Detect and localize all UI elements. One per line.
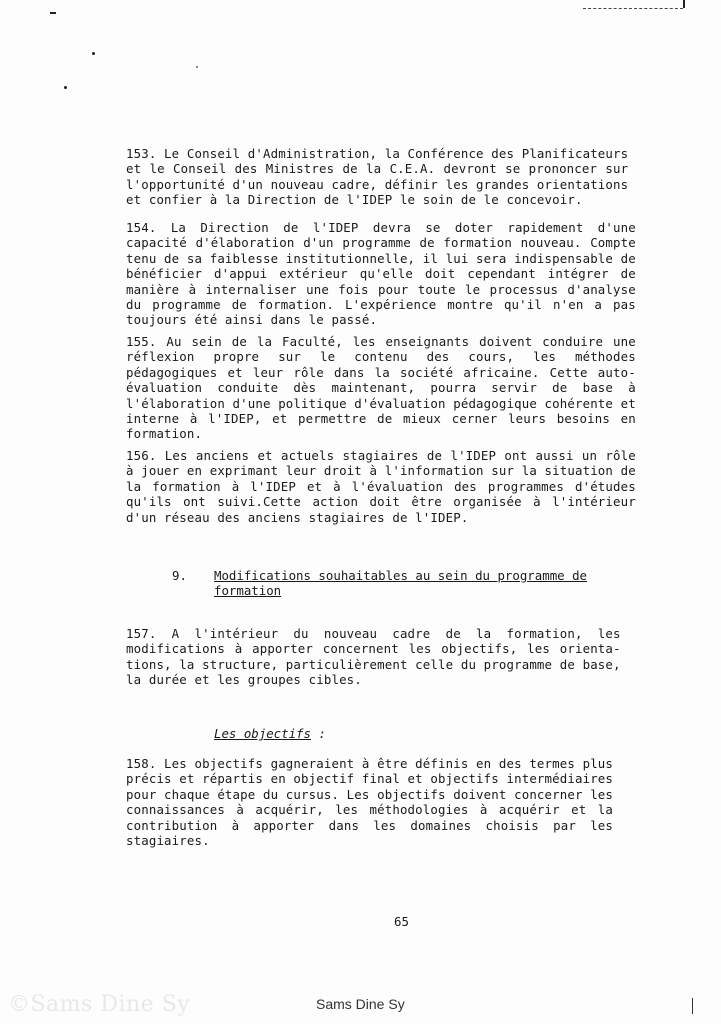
text-line: pédagogiques et leur rôle dans la société africaine. Cette auto- (126, 364, 636, 380)
footer-credit: Sams Dine Sy (316, 996, 405, 1012)
text-line: précis et répartis en objectif final et objectifs intermédiaires (126, 771, 614, 787)
section-number: 9. (172, 568, 187, 583)
paragraph-157 (126, 626, 621, 688)
text-line: 156. Les anciens et actuels stagiaires de l'IDEP ont aussi un rôle (126, 448, 636, 463)
scan-mark (683, 0, 685, 8)
paragraph-158 (126, 756, 613, 848)
scan-mark (692, 998, 693, 1014)
paragraph-155 (126, 334, 636, 442)
text-line: qu'ils ont suivi.Cette action doit être organisée à l'intérieur (126, 494, 636, 510)
text-line: formation. (126, 426, 203, 442)
section-title-line: formation (214, 583, 282, 598)
text-line: 154. La Direction de l'IDEP devra se doter rapidement d'une (126, 220, 636, 235)
text-line: tenu de sa faiblesse institutionnelle, il lui sera indispensable de (126, 250, 636, 266)
text-line: connaissances à acquérir, les méthodologies à acquérir et la (126, 802, 614, 818)
paragraph-153 (126, 146, 628, 208)
text-line: contribution à apporter dans les domaines choisis par les (126, 817, 614, 833)
text-line: pour chaque étape du cursus. Les objectifs doivent concerner les (126, 786, 614, 802)
scan-speck (64, 86, 67, 89)
text-line: manière à internaliser une fois pour toute le processus d'analyse (126, 281, 636, 297)
section-title (214, 568, 587, 598)
page-number: 65 (394, 914, 409, 929)
section-title-line: Modifications souhaitables au sein du programme de (214, 568, 587, 583)
subheading-label: Les objectifs (214, 726, 311, 741)
text-line: d'un réseau des anciens stagiaires de l'IDEP. (126, 509, 469, 525)
scan-speck (196, 66, 198, 68)
text-line: interne à l'IDEP, et permettre de mieux cerner leurs besoins en (126, 411, 636, 427)
text-line: tions, la structure, particulièrement celle du programme de base, (126, 656, 621, 672)
text-line: 155. Au sein de la Faculté, les enseignants doivent conduire une (126, 334, 636, 349)
text-line: réflexion propre sur le contenu des cours, les méthodes (126, 349, 636, 365)
text-line: bénéficier d'appui extérieur qu'elle doit cependant intégrer de (126, 266, 636, 282)
scan-mark (583, 4, 683, 9)
text-line: évaluation conduite dès maintenant, pourra servir de base à (126, 380, 636, 396)
text-line: capacité d'élaboration d'un programme de formation nouveau. Compte (126, 235, 636, 251)
text-line: et confier à la Direction de l'IDEP le soin de le concevoir. (126, 192, 583, 208)
text-line: du programme de formation. L'expérience montre qu'il n'en a pas (126, 297, 636, 313)
scan-speck (92, 52, 95, 55)
scan-mark (50, 12, 56, 14)
text-line: l'élaboration d'une politique d'évaluation pédagogique cohérente et (126, 395, 636, 411)
paragraph-154 (126, 220, 636, 328)
text-line: à jouer en exprimant leur droit à l'information sur la situation de (126, 463, 636, 479)
text-line: l'opportunité d'un nouveau cadre, définir les grandes orientations (126, 176, 629, 192)
text-line: 158. Les objectifs gagneraient à être définis en des termes plus (126, 756, 614, 771)
paragraph-156 (126, 448, 636, 525)
text-line: 153. Le Conseil d'Administration, la Conférence des Planificateurs (126, 146, 629, 161)
text-line: la durée et les groupes cibles. (126, 672, 362, 688)
subheading-objectifs (214, 726, 326, 741)
text-line: toujours été ainsi dans le passé. (126, 312, 378, 328)
text-line: et le Conseil des Ministres de la C.E.A. devront se prononcer sur (126, 161, 629, 177)
subheading-suffix: : (310, 726, 326, 741)
text-line: modifications à apporter concernent les objectifs, les orienta- (126, 641, 621, 657)
text-line: 157. A l'intérieur du nouveau cadre de la formation, les (126, 626, 621, 641)
text-line: la formation à l'IDEP et à l'évaluation des programmes d'études (126, 478, 636, 494)
watermark: ©Sams Dine Sy (8, 992, 191, 1017)
text-line: stagiaires. (126, 833, 210, 849)
